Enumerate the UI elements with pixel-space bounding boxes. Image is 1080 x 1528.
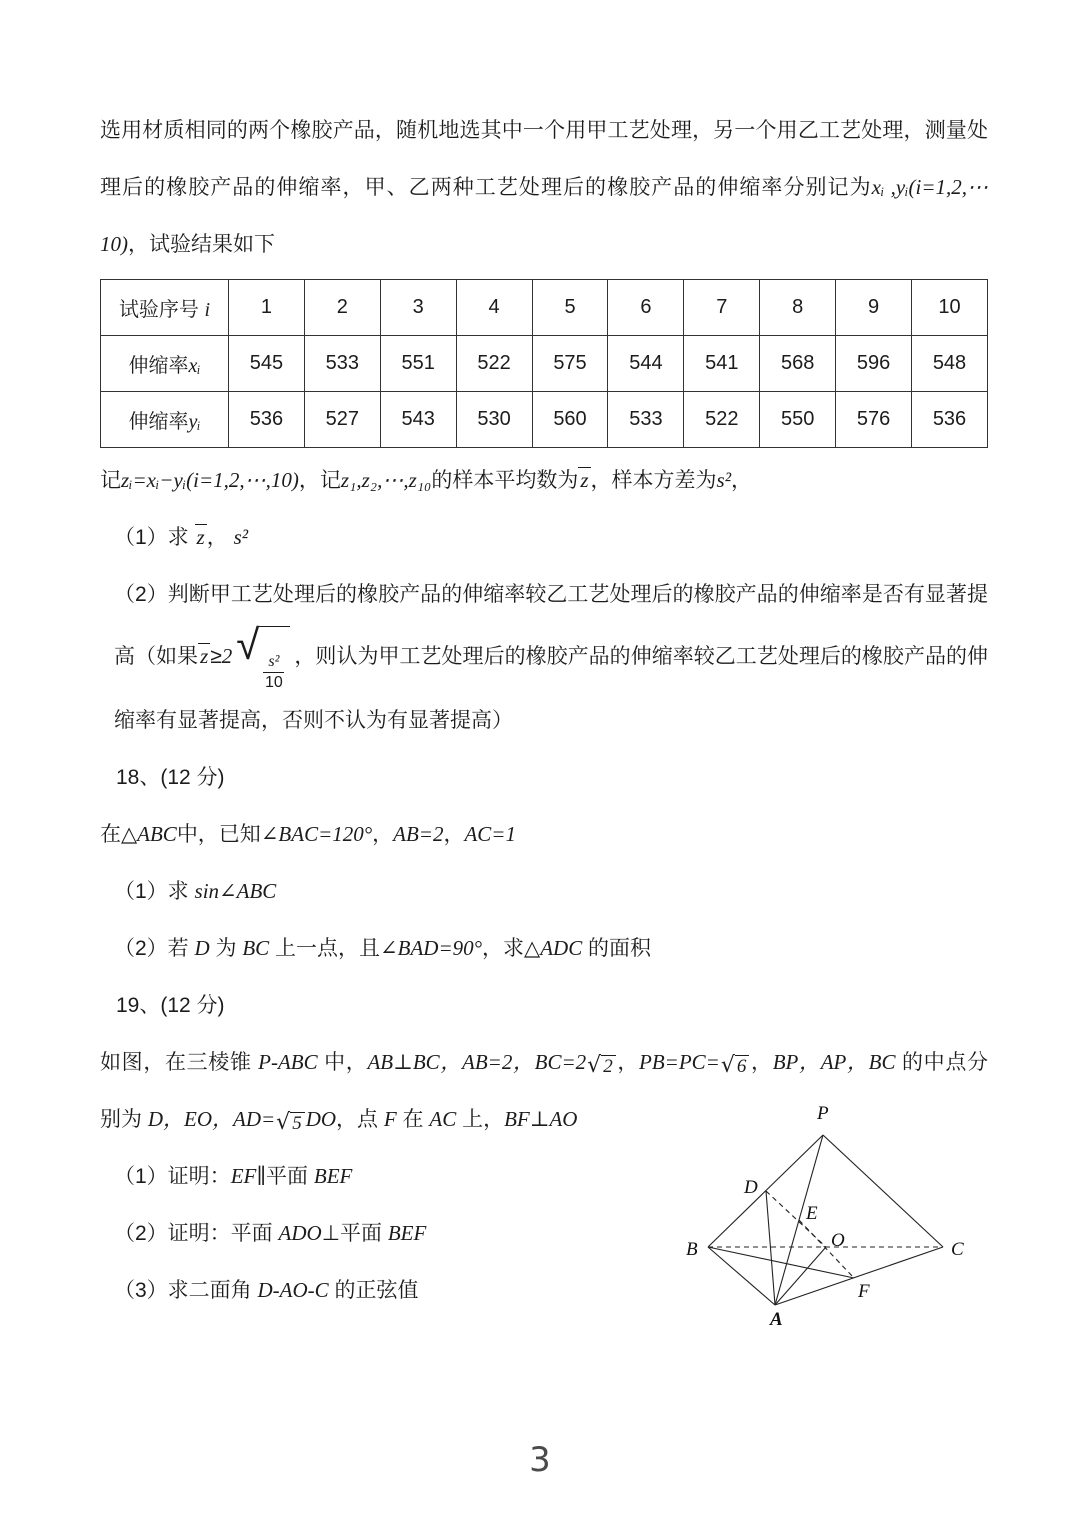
table-cell: 551 xyxy=(380,336,456,392)
figure-label-O: O xyxy=(831,1230,845,1251)
math-run: BP，AP，BC xyxy=(772,1050,896,1074)
sqrt-radical xyxy=(236,620,290,692)
radical-sign: √ xyxy=(720,1053,735,1078)
z-bar-symbol: z xyxy=(580,468,589,492)
radicand xyxy=(259,626,290,692)
text-run: （1）证明： xyxy=(114,1165,231,1188)
z-bar-symbol: z xyxy=(200,644,209,669)
table-cell: 541 xyxy=(684,336,760,392)
radical-sign: √ xyxy=(276,1110,291,1135)
math-run: yᵢ xyxy=(188,411,201,433)
table-cell: 5 xyxy=(532,280,608,336)
table-cell: 522 xyxy=(684,392,760,448)
text-run: ， xyxy=(731,469,753,492)
math-run: i xyxy=(204,299,211,321)
text-run: ，记 xyxy=(298,469,341,492)
row-label-y xyxy=(101,392,229,448)
radical-sign: √ xyxy=(236,620,260,669)
text-run: 中， xyxy=(317,1051,368,1074)
math-run: xᵢ xyxy=(188,355,201,377)
table-cell: 568 xyxy=(760,336,836,392)
table-cell: 536 xyxy=(912,392,988,448)
math-run: △ABC xyxy=(121,822,177,846)
table-cell: 575 xyxy=(532,336,608,392)
math-run: P-ABC xyxy=(258,1050,318,1074)
problem19-section xyxy=(100,977,988,1330)
fraction xyxy=(263,653,284,692)
math-run: PB=PC= xyxy=(639,1050,720,1074)
problem17-item2 xyxy=(100,566,988,749)
table-cell: 533 xyxy=(304,336,380,392)
table-cell: 544 xyxy=(608,336,684,392)
text-run: ⊥平面 xyxy=(321,1222,388,1245)
text-run: （1）求 xyxy=(114,880,195,903)
text-run: 平面 xyxy=(266,1165,314,1188)
math-run: s² xyxy=(716,468,732,492)
table-cell: 7 xyxy=(684,280,760,336)
math-run: ∠BAD=90° xyxy=(380,936,483,960)
text-run: 上， xyxy=(456,1108,505,1131)
text-run: 为 xyxy=(209,937,243,960)
table-cell: 536 xyxy=(229,392,305,448)
table-cell: 576 xyxy=(836,392,912,448)
problem18-intro xyxy=(100,806,988,863)
table-cell: 4 xyxy=(456,280,532,336)
table-cell: 530 xyxy=(456,392,532,448)
edge-PB xyxy=(708,1135,823,1247)
text-run: ，试验结果如下 xyxy=(128,233,275,256)
coefficient: 2 xyxy=(221,644,233,669)
problem17-item1 xyxy=(100,509,988,566)
text-run: ，点 xyxy=(336,1108,384,1131)
radicand: 6 xyxy=(735,1055,750,1076)
table-cell: 522 xyxy=(456,336,532,392)
text-run: 伸缩率 xyxy=(128,355,189,377)
table-cell: 10 xyxy=(912,280,988,336)
text-run: 上一点，且 xyxy=(269,937,381,960)
text-run: （3）求二面角 xyxy=(114,1279,258,1302)
text-run: （2）判断甲工艺处理后的橡胶产品的伸缩率较乙工艺处理后的橡胶产品的伸缩率是否有显著提高（如果 xyxy=(114,583,988,669)
math-run: D xyxy=(194,936,210,960)
text-run: ，样本方差为 xyxy=(590,469,717,492)
table-cell: 533 xyxy=(608,392,684,448)
text-run: ， xyxy=(750,1051,773,1074)
math-run: AB⊥BC，AB=2，BC=2 xyxy=(367,1050,587,1074)
radicand: 5 xyxy=(290,1112,305,1133)
math-run: zᵢ=xᵢ−yᵢ(i=1,2,⋯,10) xyxy=(121,468,299,492)
sqrt-radical xyxy=(721,1055,750,1076)
text-run: 如图，在三棱锥 xyxy=(100,1051,259,1074)
table-cell: 548 xyxy=(912,336,988,392)
math-run: s² xyxy=(233,525,249,549)
math-run: EF∥ xyxy=(230,1164,267,1188)
sqrt-radical xyxy=(276,1112,305,1133)
math-run: ADO xyxy=(278,1221,322,1245)
z-bar-symbol: z xyxy=(196,525,205,549)
problem17-intro xyxy=(100,102,988,273)
table-cell: 1 xyxy=(229,280,305,336)
row-label-x xyxy=(101,336,229,392)
edge-EF-dashed xyxy=(799,1220,854,1278)
table-cell: 545 xyxy=(229,336,305,392)
row-label-trial xyxy=(101,280,229,336)
fraction-numerator: s² xyxy=(263,653,284,673)
text-run: ，则认为甲工艺处理后的橡胶产品的伸缩率较乙工艺处理后的橡胶产品的伸缩率有显著提高，否则不认为有显著提高） xyxy=(114,645,989,732)
text-run: 的样本平均数为 xyxy=(431,469,579,492)
radicand: 2 xyxy=(601,1055,616,1076)
fraction-denominator: 10 xyxy=(264,674,283,691)
math-run: AC=1 xyxy=(464,822,516,846)
figure-label-P: P xyxy=(817,1103,829,1124)
table-cell: 9 xyxy=(836,280,912,336)
math-run: D-AO-C xyxy=(257,1278,329,1302)
math-run: sin∠ABC xyxy=(194,879,277,903)
math-run: D，EO，AD= xyxy=(147,1107,276,1131)
text-run: （2）若 xyxy=(114,937,195,960)
problem18-item1 xyxy=(100,863,988,920)
text-run: ，求 xyxy=(482,937,525,960)
geometry-figure xyxy=(660,1095,1005,1335)
math-run: AB=2 xyxy=(393,822,444,846)
text-run: ， xyxy=(443,823,465,846)
text-run: 在 xyxy=(396,1108,430,1131)
text-run: （2）证明：平面 xyxy=(114,1222,279,1245)
problem17-statement xyxy=(100,452,988,509)
text-run: （1）求 xyxy=(114,526,189,549)
results-table xyxy=(100,279,988,448)
text-run: ， xyxy=(206,526,228,549)
page-number: 3 xyxy=(529,1440,551,1480)
text-run: 选用材质相同的两个橡胶产品，随机地选其中一个用甲工艺处理，另一个用乙工艺处理，测量处理后的橡胶产品的伸缩率，甲、乙两种工艺处理后的橡胶产品的伸缩率分别记为 xyxy=(100,119,988,199)
math-run: BEF xyxy=(387,1221,427,1245)
radical-sign: √ xyxy=(587,1053,602,1078)
text-run: 的中点分别为 xyxy=(100,1051,988,1131)
geq-symbol: ≥ xyxy=(210,645,222,669)
text-run: 的正弦值 xyxy=(328,1279,419,1302)
table-cell: 3 xyxy=(380,280,456,336)
figure-label-B: B xyxy=(686,1239,698,1260)
table-cell: 550 xyxy=(760,392,836,448)
math-run: xᵢ ,yᵢ(i=1,2,⋯10) xyxy=(100,175,988,256)
math-run: z₁,z₂,⋯,z₁₀ xyxy=(340,468,432,492)
text-run: 的面积 xyxy=(582,937,652,960)
table-cell: 6 xyxy=(608,280,684,336)
table-cell: 527 xyxy=(304,392,380,448)
figure-label-D: D xyxy=(744,1177,758,1198)
table-cell: 596 xyxy=(836,336,912,392)
table-row-trials xyxy=(101,280,988,336)
figure-label-C: C xyxy=(951,1239,964,1260)
text-run: 中，已知 xyxy=(176,823,261,846)
text-run: ， xyxy=(372,823,394,846)
math-run: BC xyxy=(242,936,270,960)
math-run: AC xyxy=(429,1107,457,1131)
table-cell: 560 xyxy=(532,392,608,448)
math-run: F xyxy=(383,1107,397,1131)
text-run: 试验序号 xyxy=(118,299,205,321)
table-row-x xyxy=(101,336,988,392)
text-run: 伸缩率 xyxy=(128,411,189,433)
edge-AD xyxy=(766,1191,775,1305)
text-run: 在 xyxy=(100,823,121,846)
text-run: 记 xyxy=(100,469,121,492)
figure-label-F: F xyxy=(858,1281,870,1302)
math-run: BEF xyxy=(313,1164,353,1188)
table-cell: 543 xyxy=(380,392,456,448)
table-cell: 2 xyxy=(304,280,380,336)
figure-label-E: E xyxy=(806,1203,818,1224)
problem19-header: 19、(12 分) xyxy=(116,994,225,1017)
text-run: ， xyxy=(616,1051,640,1074)
problem18-header: 18、(12 分) xyxy=(116,766,225,789)
edge-AB xyxy=(708,1247,775,1305)
math-run: BF⊥AO xyxy=(504,1107,578,1131)
math-run: ∠BAC=120° xyxy=(260,822,373,846)
figure-svg xyxy=(660,1095,1005,1335)
table-cell: 8 xyxy=(760,280,836,336)
table-row-y xyxy=(101,392,988,448)
sqrt-radical xyxy=(587,1055,616,1076)
math-run: △ADC xyxy=(524,936,583,960)
figure-label-A: A xyxy=(770,1309,783,1330)
math-run: DO xyxy=(305,1107,337,1131)
problem18-item2 xyxy=(100,920,988,977)
